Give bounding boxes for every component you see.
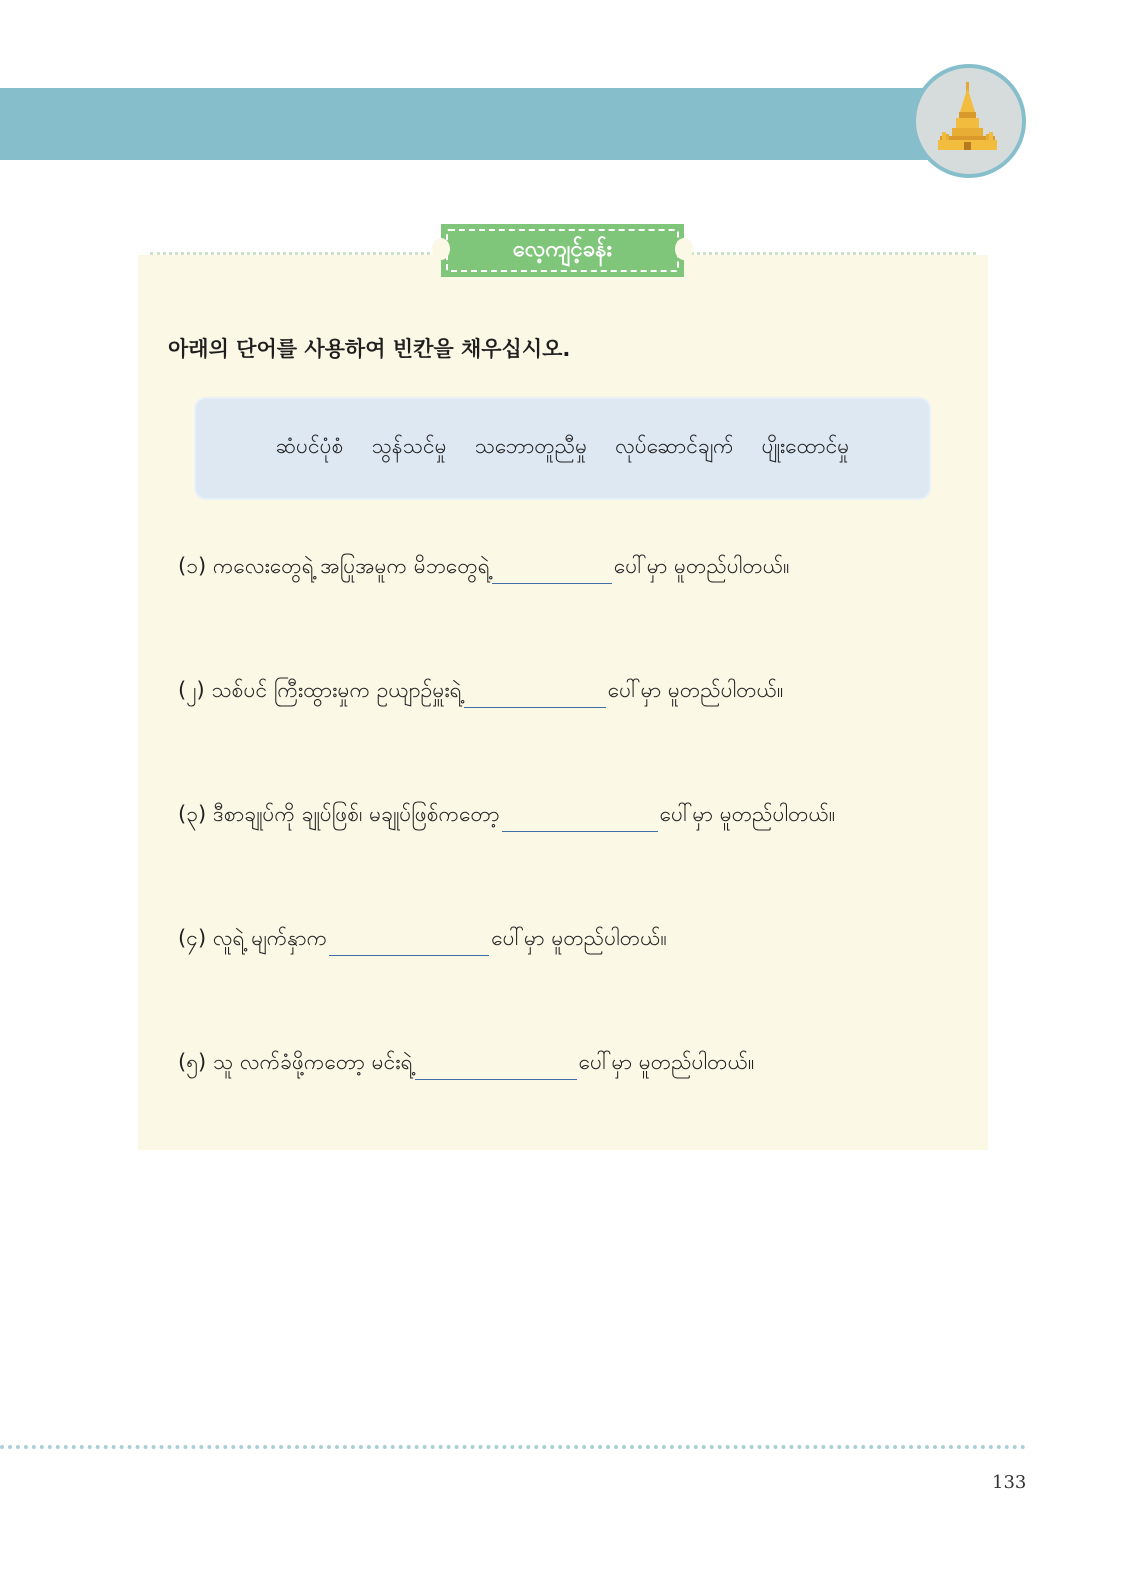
question-2	[178, 677, 783, 708]
question-ending: ပေါ်မှာ မူတည်ပါတယ်။	[578, 1050, 755, 1074]
footer-divider	[0, 1445, 1026, 1455]
page-number: 133	[992, 1472, 1027, 1493]
question-text: (၁) ကလေးတွေရဲ့ အပြုအမူက မိဘတွေရဲ့	[178, 554, 490, 578]
answer-blank[interactable]	[415, 1057, 577, 1080]
answer-blank[interactable]	[464, 685, 606, 708]
question-4	[178, 925, 667, 956]
header-band	[0, 88, 960, 160]
question-5	[178, 1049, 754, 1080]
word-bank	[194, 397, 931, 500]
section-tag	[441, 224, 684, 277]
question-text: (၃) ဒီစာချုပ်ကို ချုပ်ဖြစ်၊ မချုပ်ဖြစ်ကတော့	[178, 802, 500, 826]
word-bank-item: သွန်သင်မှု	[371, 434, 447, 458]
question-ending: ပေါ်မှာ မူတည်ပါတယ်။	[607, 678, 784, 702]
section-tag-label: လေ့ကျင့်ခန်း	[512, 237, 613, 262]
question-text: (၂) သစ်ပင် ကြီးထွားမှုက ဥယျာဉ်မှူးရဲ့	[178, 678, 462, 702]
question-1	[178, 553, 790, 584]
question-3	[178, 801, 835, 832]
answer-blank[interactable]	[492, 561, 612, 584]
answer-blank[interactable]	[329, 933, 489, 956]
question-ending: ပေါ်မှာ မူတည်ပါတယ်။	[659, 802, 836, 826]
word-bank-item: လုပ်ဆောင်ချက်	[615, 434, 734, 458]
pagoda-icon	[916, 68, 1022, 174]
word-bank-item: သဘောတူညီမှု	[474, 434, 588, 458]
word-bank-item: ပျိုးထောင်မှု	[761, 434, 850, 458]
question-text: (၅) သူ လက်ခံဖို့ကတော့ မင်းရဲ့	[178, 1050, 413, 1074]
question-ending: ပေါ်မှာ မူတည်ပါတယ်။	[613, 554, 790, 578]
answer-blank[interactable]	[502, 809, 658, 832]
question-ending: ပေါ်မှာ မူတည်ပါတယ်။	[491, 926, 667, 950]
word-bank-item: ဆံပင်ပုံစံ	[275, 434, 344, 458]
pagoda-emblem	[912, 64, 1026, 178]
instruction-text: 아래의 단어를 사용하여 빈칸을 채우십시오.	[168, 337, 571, 361]
question-text: (၄) လူရဲ့ မျက်နှာက	[178, 926, 328, 950]
